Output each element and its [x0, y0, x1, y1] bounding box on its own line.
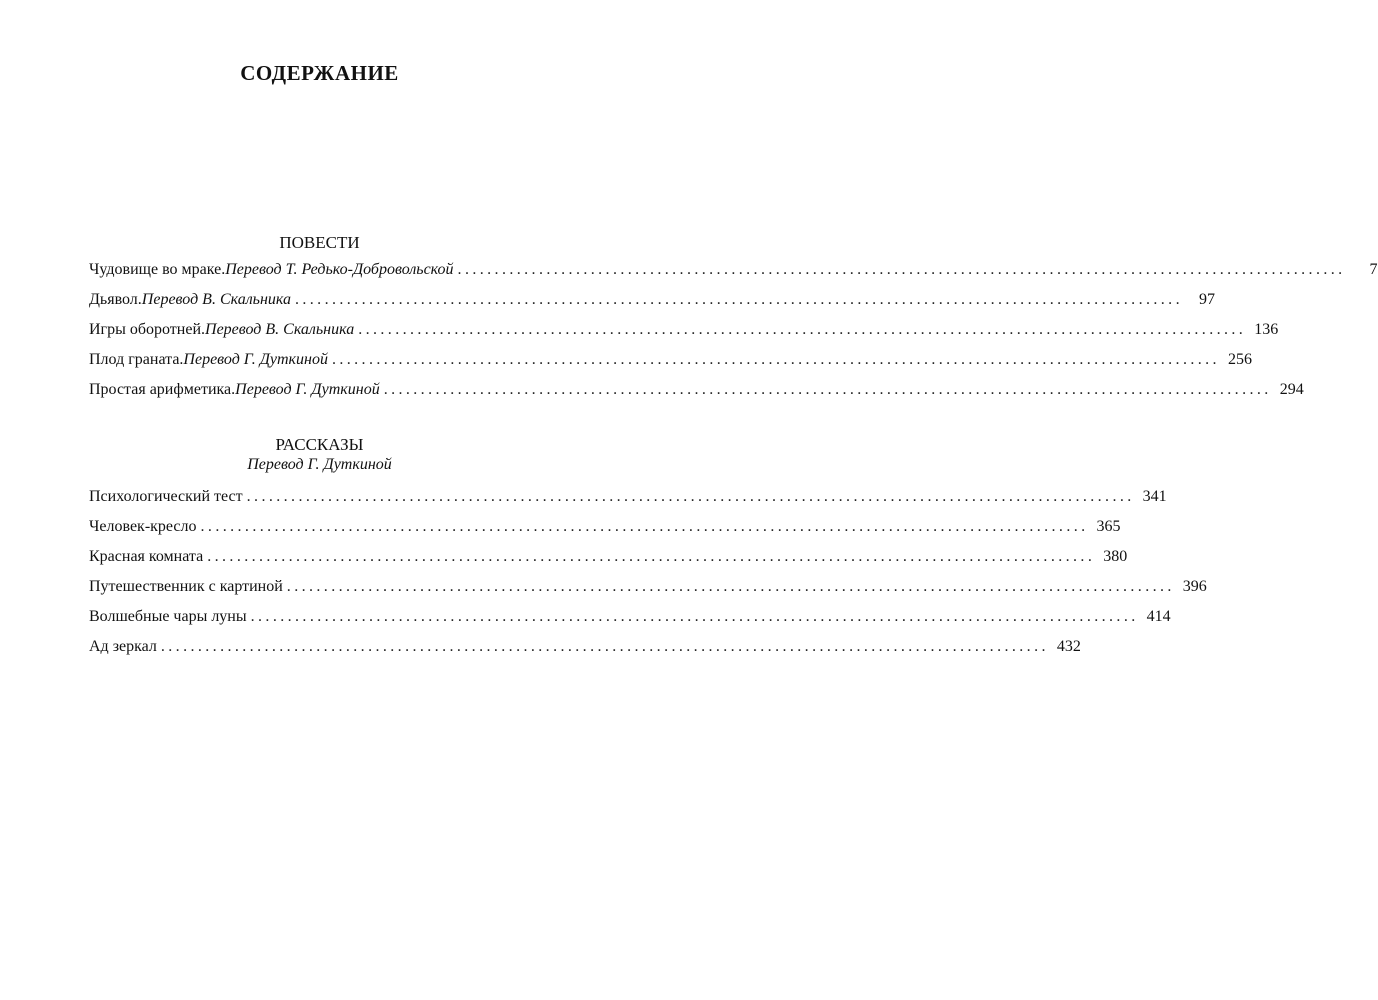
section-title-rasskazy: РАССКАЗЫ [275, 435, 364, 454]
toc-entry[interactable] [89, 381, 1304, 411]
toc-entry-page: 7 [1369, 261, 1378, 278]
toc-entry-page: 365 [1096, 518, 1121, 535]
toc-leader-dots: ........................................................................................................................ [200, 518, 1089, 535]
toc-leader-dots: ........................................................................................................................ [250, 608, 1139, 625]
toc-entry-translator: Перевод Т. Редько-Добровольской [225, 261, 454, 278]
toc-entry-title: Ад зеркал [89, 638, 157, 655]
toc-entry-title: Волшебные чары луны [89, 608, 247, 625]
toc-entry[interactable] [89, 518, 1121, 548]
toc-leader-dots: ........................................................................................................................ [286, 578, 1175, 595]
toc-entry-page: 97 [1198, 291, 1215, 308]
toc-entry[interactable] [89, 291, 1215, 321]
section-title-povesti: ПОВЕСТИ [279, 233, 360, 252]
toc-entry-title: Красная комната [89, 548, 204, 565]
page-title: СОДЕРЖАНИЕ [240, 61, 399, 85]
toc-entry-page: 380 [1103, 548, 1128, 565]
toc-entry-page: 294 [1279, 381, 1304, 398]
toc-entry[interactable] [89, 351, 1252, 381]
toc-entry-title: Плод граната. [89, 351, 184, 368]
toc-entry[interactable] [89, 261, 1378, 291]
toc-entry[interactable] [89, 638, 1081, 668]
toc-entry-title: Игры оборотней. [89, 321, 206, 338]
toc-entry-page: 136 [1254, 321, 1279, 338]
toc-entry-title: Путешественник с картиной [89, 578, 283, 595]
toc-leader-dots: ........................................................................................................................ [457, 261, 1346, 278]
toc-leader-dots: ........................................................................................................................ [358, 321, 1247, 338]
section-translator-note: Перевод Г. Дуткиной [247, 456, 392, 473]
toc-entry[interactable] [89, 548, 1128, 578]
toc-entry-title: Психологический тест [89, 488, 243, 505]
toc-entry-translator: Перевод В. Скальника [205, 321, 355, 338]
toc-leader-dots: ........................................................................................................................ [294, 291, 1183, 308]
toc-entry[interactable] [89, 321, 1279, 351]
toc-entry-page: 396 [1182, 578, 1207, 595]
toc-leader-dots: ........................................................................................................................ [246, 488, 1135, 505]
toc-entry-page: 432 [1056, 638, 1081, 655]
toc-entry-title: Дьявол. [89, 291, 142, 308]
toc-leader-dots: ........................................................................................................................ [331, 351, 1220, 368]
toc-entry-title: Человек-кресло [89, 518, 197, 535]
toc-entry-page: 256 [1227, 351, 1252, 368]
toc-leader-dots: ........................................................................................................................ [207, 548, 1096, 565]
toc-entry[interactable] [89, 578, 1207, 608]
toc-leader-dots: ........................................................................................................................ [383, 381, 1272, 398]
toc-entry[interactable] [89, 608, 1171, 638]
toc-entry-page: 414 [1146, 608, 1171, 625]
toc-entry-translator: Перевод В. Скальника [141, 291, 291, 308]
toc-entry-translator: Перевод Г. Дуткиной [183, 351, 328, 368]
toc-entry[interactable] [89, 488, 1167, 518]
toc-entry-title: Чудовище во мраке. [89, 261, 226, 278]
toc-list-rasskazy [89, 488, 1207, 668]
toc-entry-translator: Перевод Г. Дуткиной [235, 381, 380, 398]
toc-list-povesti [89, 261, 1378, 411]
toc-entry-page: 341 [1142, 488, 1167, 505]
toc-leader-dots: ........................................................................................................................ [160, 638, 1049, 655]
toc-entry-title: Простая арифметика. [89, 381, 236, 398]
